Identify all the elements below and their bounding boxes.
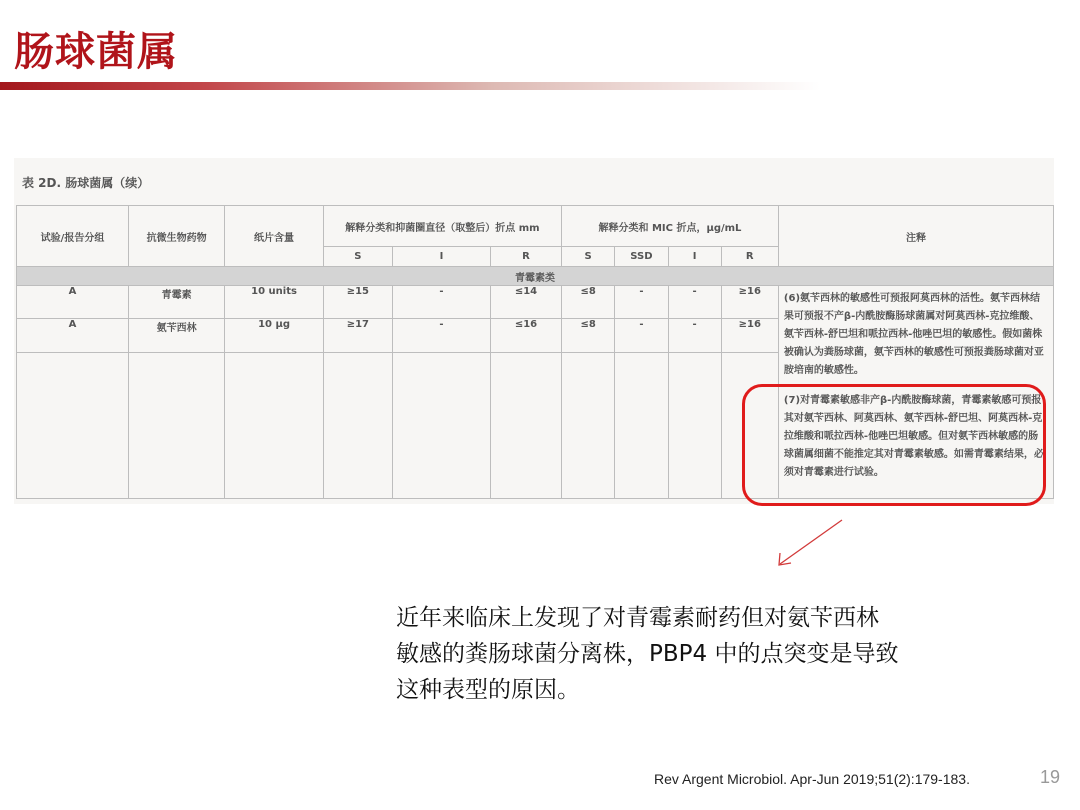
header-mic-i: I (668, 247, 721, 267)
group-label: 青霉素类 (17, 267, 1054, 286)
cell-disk: 10 units (225, 286, 324, 319)
header-mic: 解释分类和 MIC 折点，μg/mL (562, 206, 779, 247)
cell-mic-r: ≥16 (721, 319, 778, 352)
cell-group: A (17, 319, 129, 352)
page-number: 19 (1040, 767, 1061, 787)
table-row (17, 286, 1054, 319)
cell-mic-ssd: - (615, 286, 668, 319)
pointer-arrow-icon (770, 518, 850, 570)
cell-mic-s: ≤8 (562, 286, 615, 319)
cell-zone-r: ≤16 (490, 319, 561, 352)
caption-line: 近年来临床上发现了对青霉素耐药但对氨苄西林 (396, 605, 879, 631)
cell-mic-r: ≥16 (721, 286, 778, 319)
note-7: (7)对青霉素敏感非产β-内酰胺酶球菌，青霉素敏感可预报其对氨苄西林、阿莫西林、氨苄西林-舒巴坦、阿莫西林-克拉维酸和哌拉西林-他唑巴坦敏感。但对氨苄西林敏感的肠球菌属细菌不能推定其对青霉素敏感。如需青霉素结果，必须对青霉素进行试验。 (783, 395, 1044, 478)
header-zone-r: R (490, 247, 561, 267)
header-group: 试验/报告分组 (17, 206, 129, 267)
header-zone: 解释分类和抑菌圈直径（取整后）折点 mm (323, 206, 561, 247)
cell-mic-ssd: - (615, 319, 668, 352)
table-title: 表 2D. 肠球菌属（续） (22, 176, 150, 190)
cell-mic-s: ≤8 (562, 319, 615, 352)
cell-zone-r: ≤14 (490, 286, 561, 319)
reference-citation: Rev Argent Microbiol. Apr-Jun 2019;51(2):179-183. (654, 771, 970, 787)
cell-zone-i: - (392, 319, 490, 352)
header-zone-s: S (323, 247, 392, 267)
cell-zone-s: ≥17 (323, 319, 392, 352)
cell-group: A (17, 286, 129, 319)
cell-mic-i: - (668, 319, 721, 352)
header-mic-s: S (562, 247, 615, 267)
title-underline (0, 82, 820, 90)
cell-drug: 氨苄西林 (129, 319, 225, 352)
cell-drug: 青霉素 (129, 286, 225, 319)
header-zone-i: I (392, 247, 490, 267)
cell-disk: 10 μg (225, 319, 324, 352)
cell-zone-s: ≥15 (323, 286, 392, 319)
header-notes: 注释 (778, 206, 1053, 267)
header-mic-ssd: SSD (615, 247, 668, 267)
header-mic-r: R (721, 247, 778, 267)
note-6: (6)氨苄西林的敏感性可预报阿莫西林的活性。氨苄西林结果可预报不产β-内酰胺酶肠球菌属对阿莫西林-克拉维酸、氨苄西林-舒巴坦和哌拉西林-他唑巴坦的敏感性。假如菌株被确认为粪肠球菌，氨苄西林的敏感性可预报粪肠球菌对亚胺培南的敏感性。 (783, 293, 1044, 376)
header-disk: 纸片含量 (225, 206, 324, 267)
highlight-circle (742, 384, 1046, 506)
caption-line: 这种表型的原因。 (396, 677, 580, 703)
cell-zone-i: - (392, 286, 490, 319)
caption-text (396, 600, 1046, 708)
cell-mic-i: - (668, 286, 721, 319)
slide-title: 肠球菌属 (14, 29, 178, 75)
header-drug: 抗微生物药物 (129, 206, 225, 267)
caption-line: 敏感的粪肠球菌分离株，PBP4 中的点突变是导致 (396, 641, 899, 667)
group-row (17, 267, 1054, 286)
